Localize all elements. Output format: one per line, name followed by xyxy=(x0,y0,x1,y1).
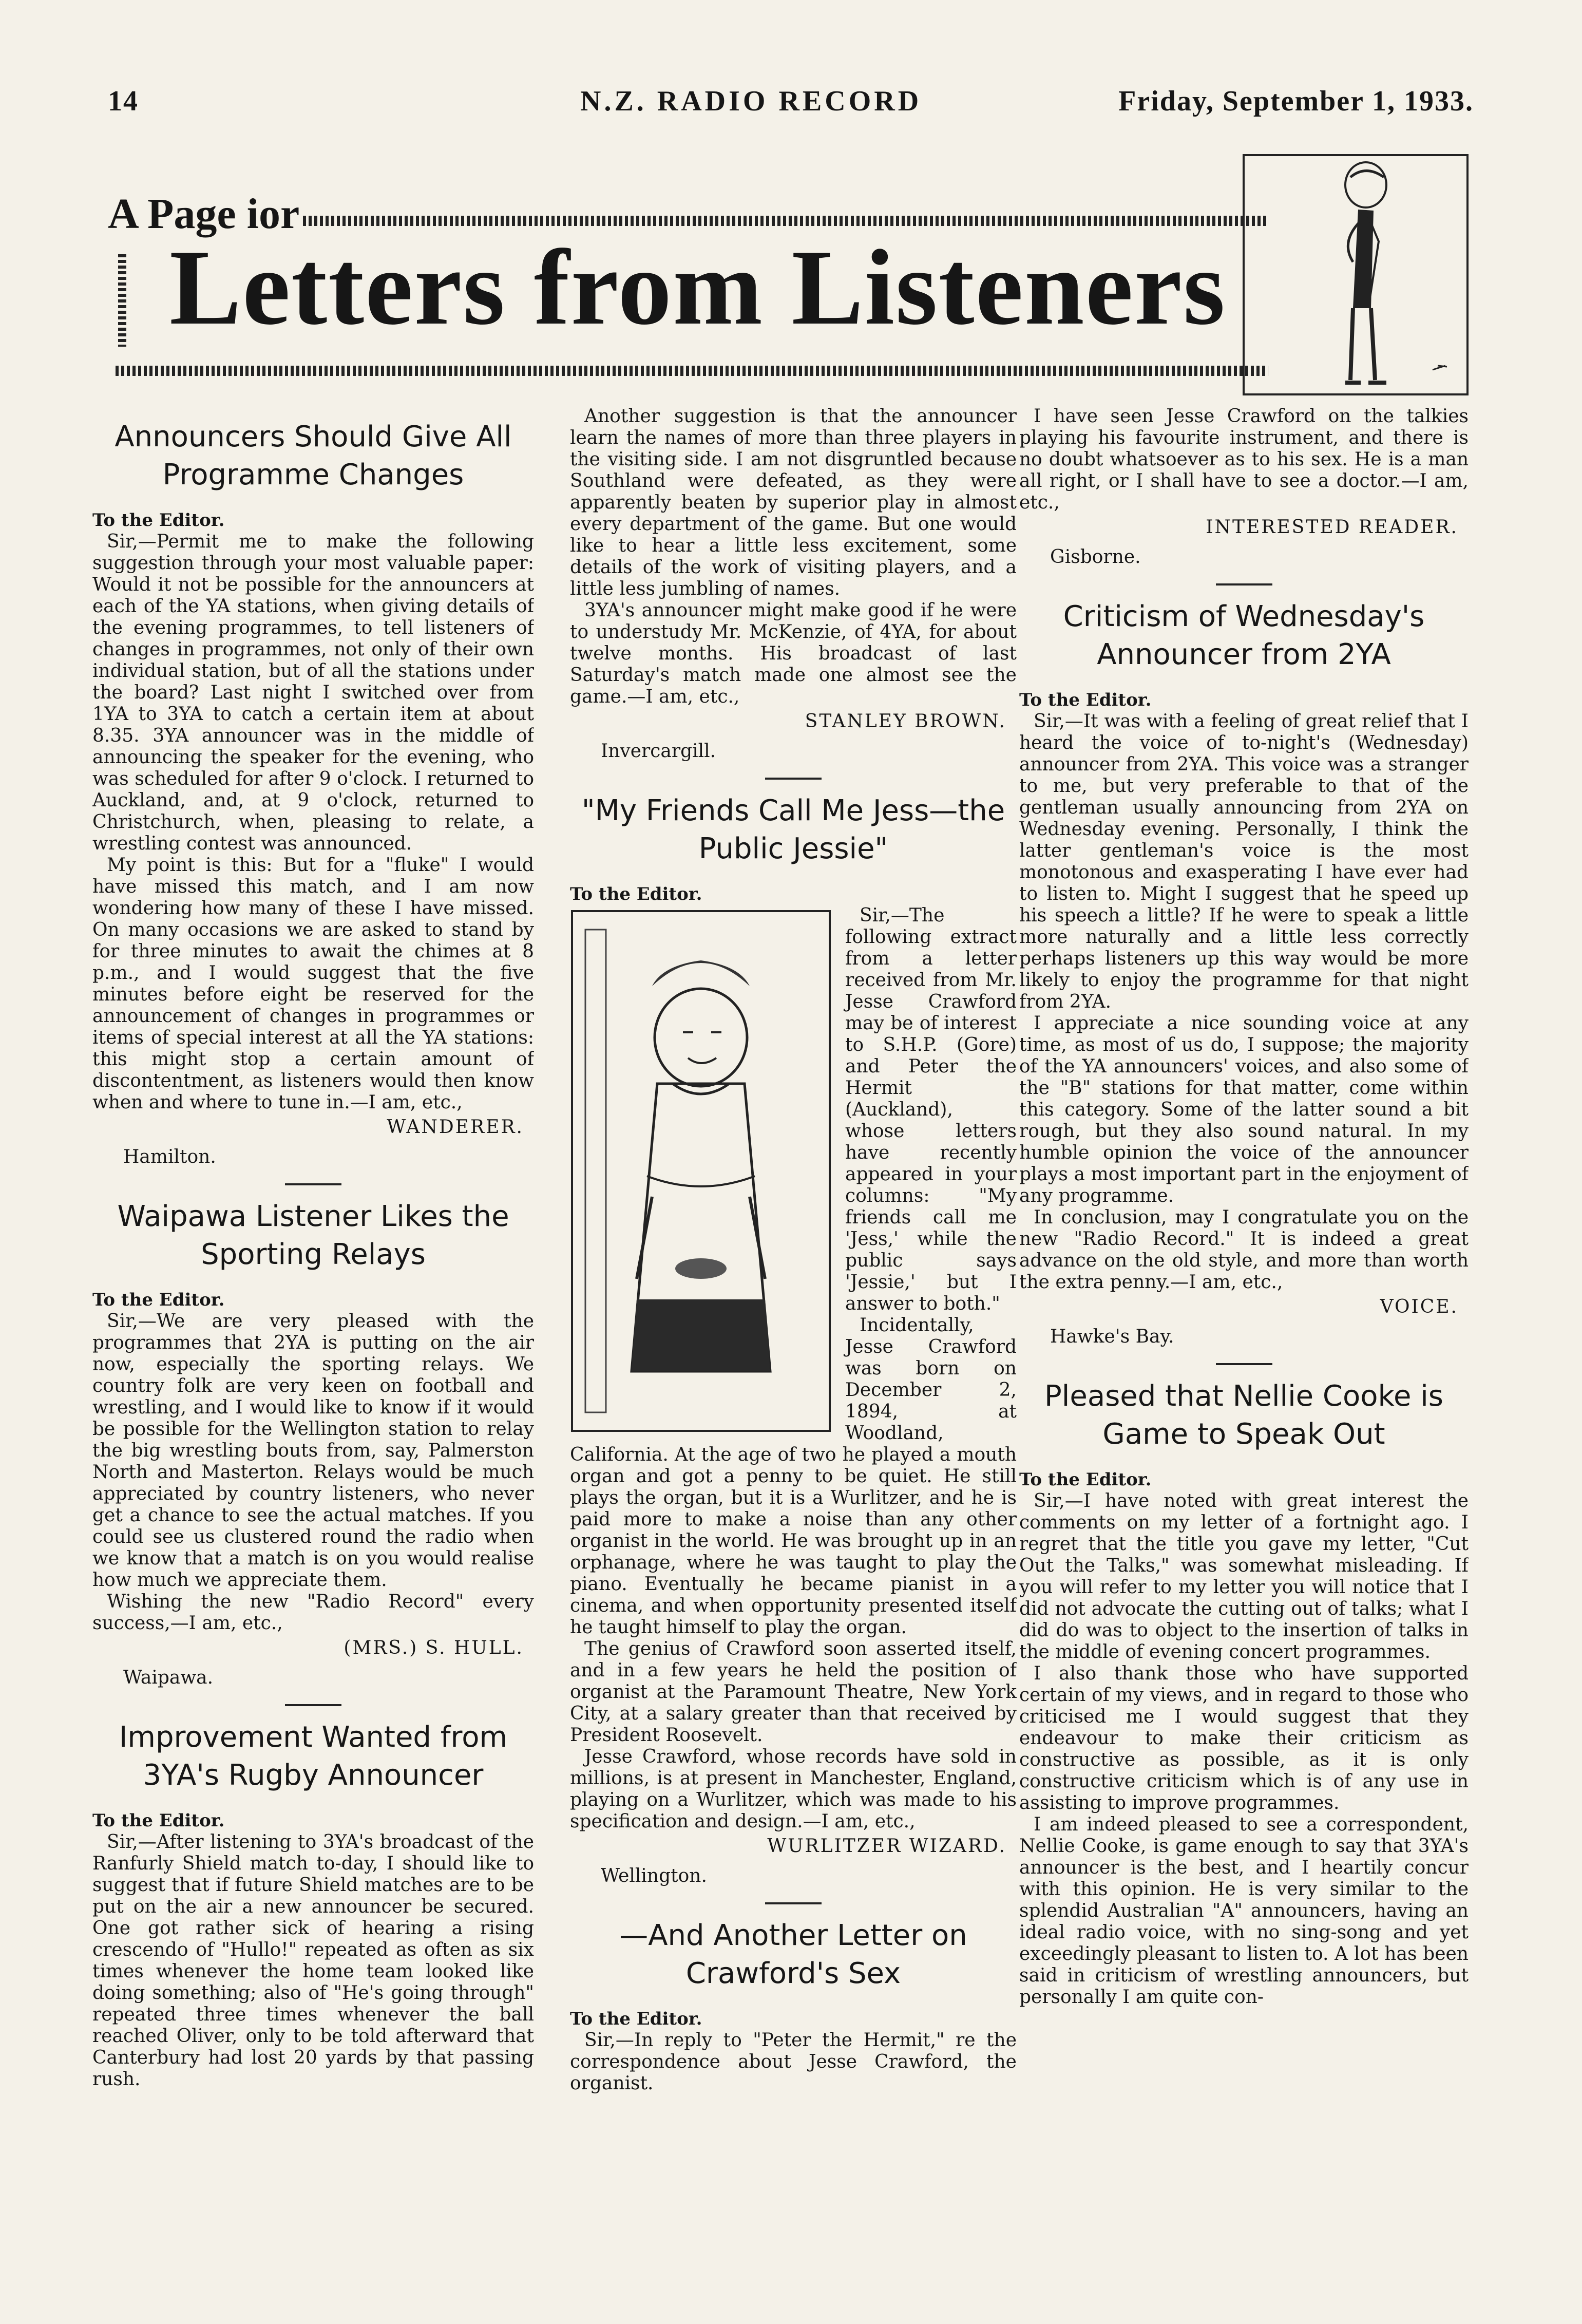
letter-announcers xyxy=(92,418,534,1168)
letter-paragraph: I also thank those who have supported certain of my views, and in regard to those who criticised me I would suggest that they endeavour to make their criticism as constructive as possible, as it is only constructive criticism which is of any use in assisting to improve programmes. xyxy=(1019,1663,1469,1813)
letter-headline: Improvement Wanted from 3YA's Rugby Announcer xyxy=(119,1721,508,1792)
salutation: To the Editor. xyxy=(92,1810,225,1831)
letter-paragraph: Sir,—In reply to "Peter the Hermit," re the correspondence about Jesse Crawford, the organist. xyxy=(570,2030,1017,2094)
salutation: To the Editor. xyxy=(570,884,702,904)
signature: WANDERER. xyxy=(387,1117,524,1138)
letter-paragraph: Wishing the new "Radio Record" every success,—I am, etc., xyxy=(92,1591,534,1634)
letter-paragraph: Sir,—After listening to 3YA's broadcast of the Ranfurly Shield match to-day, I should like to suggest that if future Shield matches are to be put on the air a new announcer be secured. One got rather sick of hearing a rising crescendo of "Hullo!" repeated as often as six times whenever the home team looked like doing something; also of "He's going through" repeated three times whenever the ball reached Oliver, only to be told afterward that Canterbury had lost 20 yards by that passing rush. xyxy=(92,1831,534,2090)
letter-paragraph: Incidentally, Jesse Crawford was born on December 2, 1894, at Woodland, California. At the age of two he played a mouth organ and got a penny to be quiet. He still plays the organ, but it is a Wurlitzer, and he is paid more to make a noise than any other organist in the world. He was brought up in an orphanage, where he was taught to play the piano. Eventually he became pianist in a cinema, and when opportunity presented itself he taught himself to play the organ. xyxy=(570,1315,1017,1638)
letter-paragraph: Sir,—We are very pleased with the programmes that 2YA is putting on the air now, especially the sporting relays. We country folk are very keen on football and wrestling, and I would like to know if it would be possible for the Wellington station to relay the big wrestling bouts from, say, Palmerston North and Masterton. Relays would be much appreciated by country listeners, who never get a chance to see the actual matches. If you could see us clustered round the radio when we know that a match is on you would realise how much we appreciate them. xyxy=(92,1311,534,1591)
letter-headline: —And Another Letter on Crawford's Sex xyxy=(619,1919,967,1990)
signature: VOICE. xyxy=(1380,1296,1458,1317)
letter-headline: Criticism of Wednesday's Announcer from 2YA xyxy=(1063,600,1425,671)
page-number: 14 xyxy=(108,85,139,117)
salutation: To the Editor. xyxy=(92,510,225,531)
divider xyxy=(765,1902,822,1904)
masthead xyxy=(108,85,1474,131)
letter-waipawa xyxy=(92,1198,534,1689)
letter-paragraph: Sir,—Permit me to make the following suggestion through your most valuable paper: Would it not be possible for the announcers at each of the YA stations, when giving details of the evening programmes, to tell listeners of changes in programmes, not only of their own individual station, but of all the stations under the board? Last night I switched over from 1YA to 3YA to catch a certain item at about 8.35. 3YA announcer was in the middle of announcing the speaker for the evening, who was scheduled for after 9 o'clock. I returned to Auckland, and, at 9 o'clock, returned to Christchurch, when, pleasing to relate, a wrestling contest was announced. xyxy=(92,531,534,854)
salutation: To the Editor. xyxy=(92,1290,225,1310)
column-3 xyxy=(1019,406,1469,2306)
letter-headline: Waipawa Listener Likes the Sporting Relays xyxy=(117,1200,509,1271)
divider xyxy=(1216,1363,1272,1365)
divider xyxy=(1216,583,1272,585)
signature: STANLEY BROWN. xyxy=(805,711,1006,732)
divider xyxy=(285,1183,341,1185)
signature: INTERESTED READER. xyxy=(1206,517,1458,538)
page-title: Letters from Listeners xyxy=(169,228,1226,347)
place: Hawke's Bay. xyxy=(1050,1326,1174,1347)
place: Waipawa. xyxy=(123,1667,214,1688)
banner-rule-left xyxy=(118,254,126,347)
letter-paragraph: My point is this: But for a "fluke" I would have missed this match, and I am now wondering how many of these I have missed. On many occasions we are asked to stand by for three minutes to await the chimes at 8 p.m., and I would suggest that the five minutes before eight be reserved for the announcement of changes in programmes or items of special interest at all the YA stations: this might stop a certain amount of discontentment, as listeners would then know when and where to tune in.—I am, etc., xyxy=(92,855,534,1113)
place: Wellington. xyxy=(601,1865,707,1886)
letter-headline: "My Friends Call Me Jess—the Public Jessie" xyxy=(581,794,1005,865)
letter-paragraph: Sir,—It was with a feeling of great relief that I heard the voice of to-night's (Wednesday) announcer from 2YA. This voice was a stranger to me, but very preferable to that of the gentleman usually announcing from 2YA on Wednesday evening. Personally, I think the latter gentleman's voice is the most monotonous and exasperating I have ever had to listen to. Might I suggest that he speed up his speech a little? If he were to speak a little more naturally and a little less correctly perhaps listeners up this way would be more likely to enjoy the programme for that night from 2YA. xyxy=(1019,711,1469,1012)
letter-paragraph: The genius of Crawford soon asserted itself, and in a few years he held the position of organist at the Paramount Theatre, New York City, at a salary greater than that received by President Roosevelt. xyxy=(570,1638,1017,1746)
letter-paragraph: Sir,—The following extract from a letter received from Mr. Jesse Crawford may be of interest to S.H.P. (Gore) and Peter the Hermit (Auckland), whose letters have recently appeared in your columns: "My friends call me 'Jess,' while the public says 'Jessie,' but I answer to both." xyxy=(845,905,1017,1314)
banner-rule-top xyxy=(303,216,1268,226)
letter-paragraph: Another suggestion is that the announcer learn the names of more than three players in the visiting side. I am not disgruntled because Southland were defeated, as they were apparently beaten by superior play in almost every department of the game. But one would like to hear a little less excitement, some details of the work of visiting players, and a little less jumbling of names. xyxy=(570,406,1017,599)
salutation: To the Editor. xyxy=(1019,1469,1152,1490)
place: Gisborne. xyxy=(1050,546,1141,568)
letter-rugby-announcer xyxy=(92,1718,534,2090)
man-in-tuxedo-illustration xyxy=(1243,154,1469,395)
signature: WURLITZER WIZARD. xyxy=(767,1836,1006,1857)
letter-my-friends-call-me-jess xyxy=(570,792,1017,1887)
woman-in-bonnet-illustration xyxy=(570,909,832,1433)
banner-rule-bottom xyxy=(116,366,1268,376)
column-2 xyxy=(570,406,1017,2306)
salutation: To the Editor. xyxy=(570,2009,702,2029)
letter-paragraph: Sir,—I have noted with great interest the comments on my letter of a fortnight ago. I regret that the title you gave my letter, "Cut Out the Talks," was somewhat misleading. If you will refer to my letter you will notice that I did not advocate the cutting out of talks; what I did do was to object to the insertion of talks in the middle of evening concert programmes. xyxy=(1019,1490,1469,1662)
divider xyxy=(765,778,822,780)
divider xyxy=(285,1704,341,1706)
letter-crawfords-sex xyxy=(570,1917,1017,2094)
publication-name: N.Z. RADIO RECORD xyxy=(580,85,922,117)
letter-paragraph: In conclusion, may I congratulate you on the new "Radio Record." It is indeed a great advance on the old style, and more than worth the extra penny.—I am, etc., xyxy=(1019,1207,1469,1293)
salutation: To the Editor. xyxy=(1019,690,1152,710)
place: Invercargill. xyxy=(601,741,716,762)
letter-wednesday-announcer xyxy=(1019,598,1469,1348)
place: Hamilton. xyxy=(123,1146,216,1167)
column-1 xyxy=(92,406,534,2306)
letter-paragraph: I am indeed pleased to see a correspondent, Nellie Cooke, is game enough to say that 3YA's announcer is the best, and I heartily concur with this opinion. He is very similar to the splendid Australian "A" announcers, having an ideal radio voice, with no sing-song and yet exceedingly pleasant to listen to. A lot has been said in criticism of wrestling announcers, but personally I am quite con- xyxy=(1019,1814,1469,2008)
letter-headline: Announcers Should Give All Programme Changes xyxy=(115,420,512,492)
letter-paragraph: I appreciate a nice sounding voice at any time, as most of us do, I suppose; the majority of the YA announcers' voices, and also some of the "B" stations for that matter, come within this category. Some of the latter sound a bit rough, but they also sound natural. In my humble opinion the voice of the announcer plays a most important part in the enjoyment of any programme. xyxy=(1019,1013,1469,1206)
signature: (MRS.) S. HULL. xyxy=(344,1637,524,1658)
letter-headline: Pleased that Nellie Cooke is Game to Speak Out xyxy=(1044,1380,1443,1451)
banner-kicker: A Page ior xyxy=(108,190,300,238)
letter-paragraph: Jesse Crawford, whose records have sold in millions, is at present in Manchester, England, playing on a Wurlitzer, which was made to his specification and design.—I am, etc., xyxy=(570,1746,1017,1832)
issue-date: Friday, September 1, 1933. xyxy=(1118,85,1474,117)
letter-nellie-cooke xyxy=(1019,1377,1469,2008)
letter-paragraph: I have seen Jesse Crawford on the talkies playing his favourite instrument, and there is no doubt whatsoever as to his sex. He is a man all right, or I shall have to see a doctor.—I am, etc., xyxy=(1019,406,1469,513)
letter-paragraph: 3YA's announcer might make good if he were to understudy Mr. McKenzie, of 4YA, for about twelve months. His broadcast of last Saturday's match made one almost see the game.—I am, etc., xyxy=(570,600,1017,707)
